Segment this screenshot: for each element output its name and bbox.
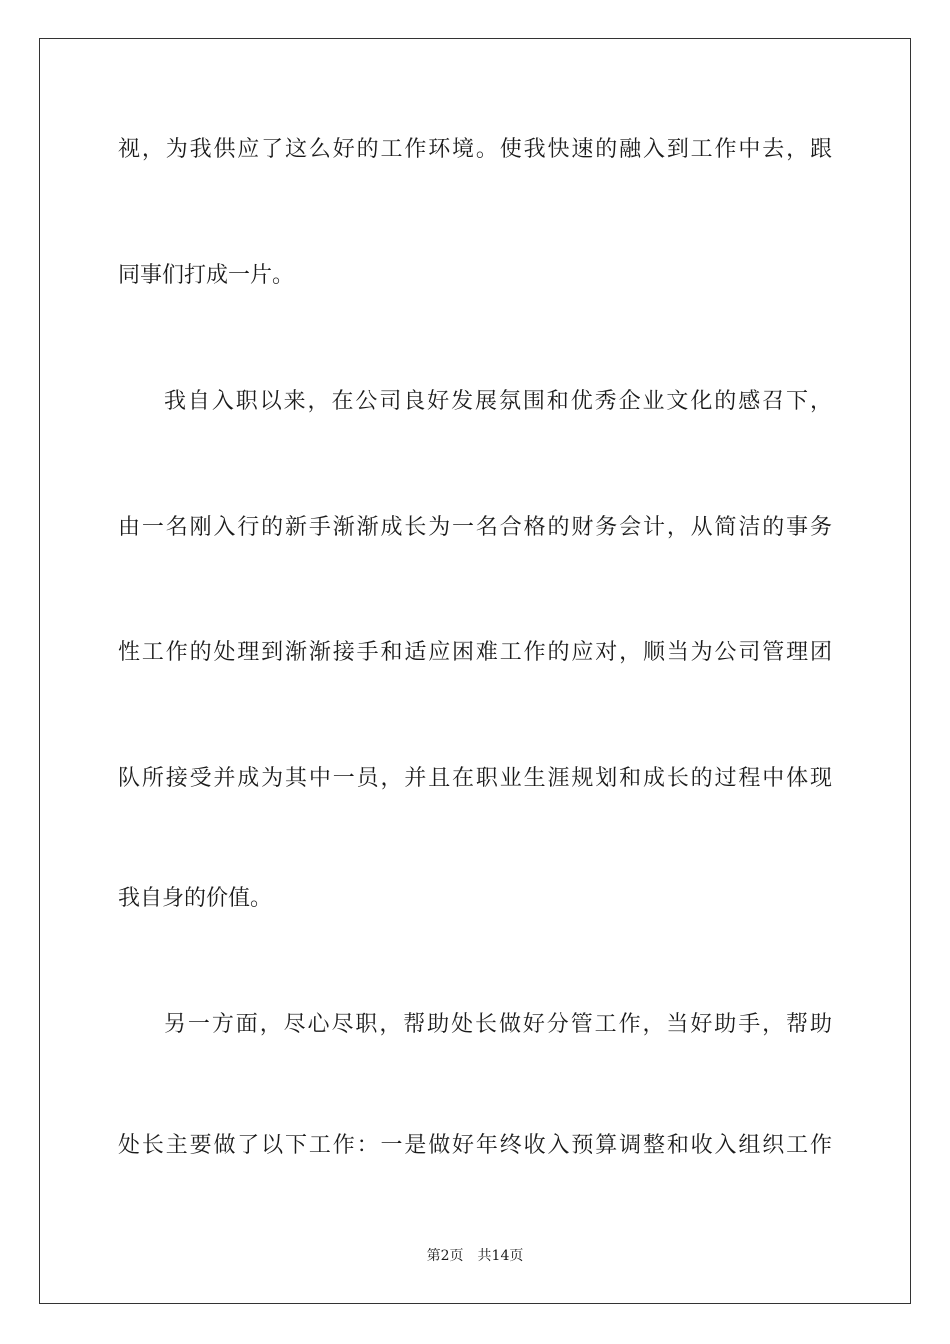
page-footer [0, 1247, 950, 1265]
body-line-8: 另一方面，尽心尽职，帮助处长做好分管工作，当好助手，帮助 [164, 1012, 832, 1037]
body-line-7: 我自身的价值。 [118, 886, 273, 911]
body-line-2: 同事们打成一片。 [118, 263, 295, 288]
body-line-1: 视，为我供应了这么好的工作环境。使我快速的融入到工作中去，跟 [118, 137, 832, 162]
page-number: 第2页 [426, 1248, 464, 1264]
body-line-5: 性工作的处理到渐渐接手和适应困难工作的应对，顺当为公司管理团 [118, 640, 832, 665]
page-total: 共14页 [477, 1248, 524, 1264]
body-line-3: 我自入职以来，在公司良好发展氛围和优秀企业文化的感召下， [164, 389, 832, 414]
page-border [39, 38, 911, 1304]
body-line-4: 由一名刚入行的新手渐渐成长为一名合格的财务会计，从简洁的事务 [118, 515, 832, 540]
body-line-6: 队所接受并成为其中一员，并且在职业生涯规划和成长的过程中体现 [118, 766, 832, 791]
body-line-9: 处长主要做了以下工作：一是做好年终收入预算调整和收入组织工作 [118, 1133, 832, 1158]
